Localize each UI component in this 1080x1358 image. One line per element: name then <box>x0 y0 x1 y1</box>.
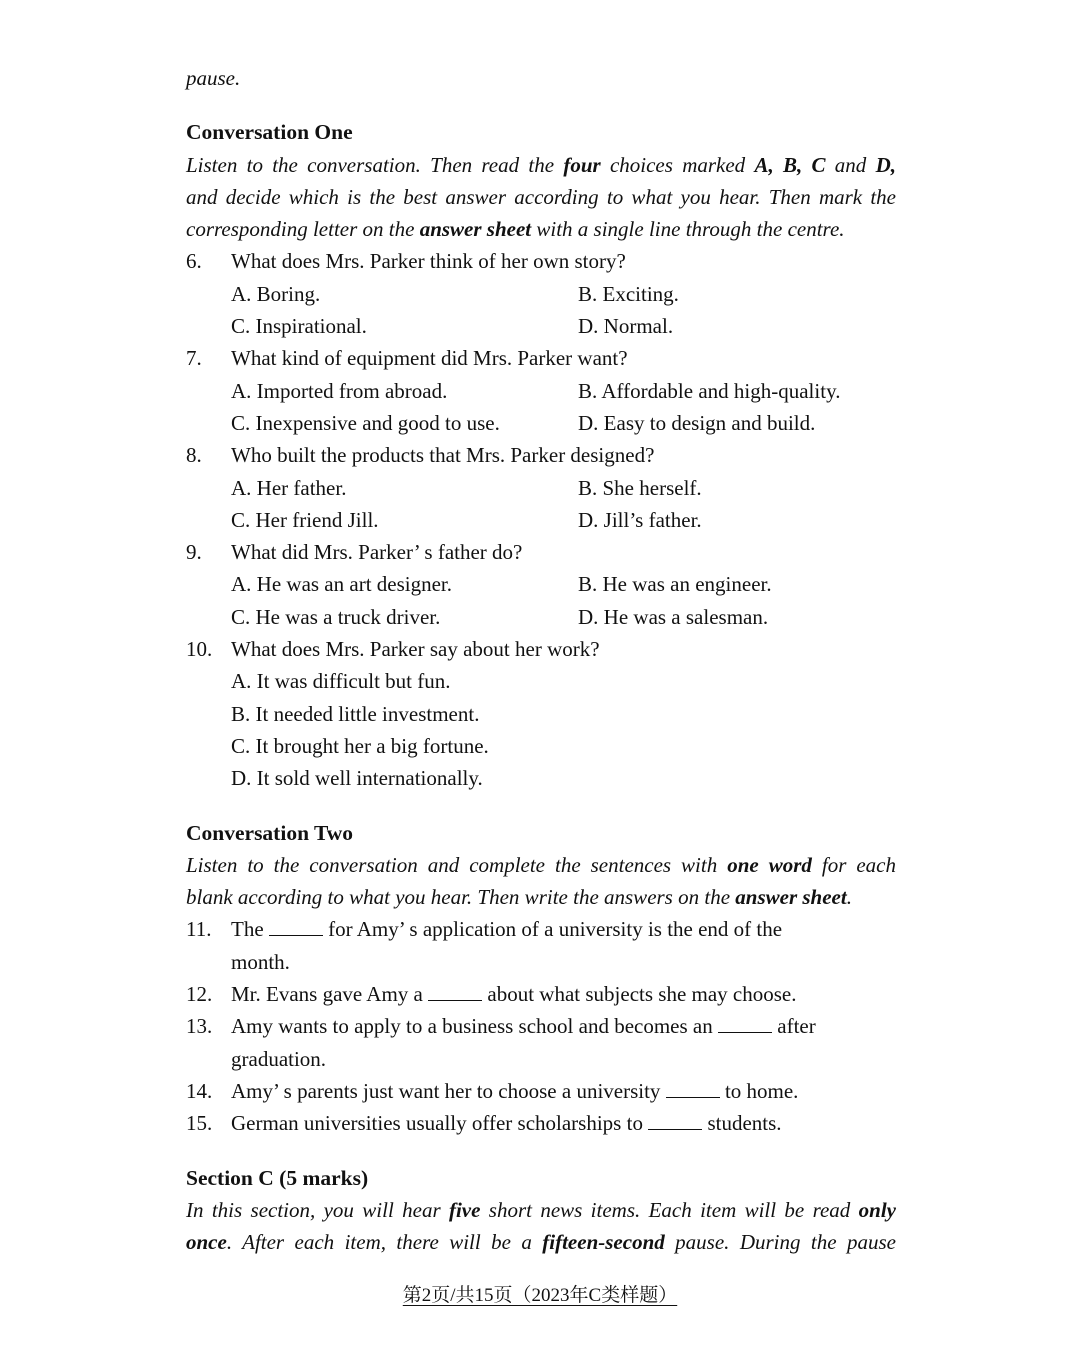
option-d: D. Normal. <box>578 314 674 339</box>
conversation-two-heading: Conversation Two <box>186 820 354 845</box>
question-6 <box>186 245 896 277</box>
question-text: German universities usually offer scholarships to students. <box>231 1111 782 1136</box>
conversation-one-heading: Conversation One <box>186 120 353 145</box>
question-13-continued: graduation. <box>231 1046 327 1071</box>
question-number: 13. <box>186 1014 213 1039</box>
option-b: B. He was an engineer. <box>578 572 772 597</box>
question-number: 12. <box>186 982 213 1007</box>
option-d: D. Jill’s father. <box>578 507 702 532</box>
question-text: Who built the products that Mrs. Parker designed? <box>231 443 655 468</box>
conv2-instruction-line-2: blank according to what you hear. Then write the answers on the answer sheet. <box>186 885 852 910</box>
answer-blank[interactable] <box>648 1109 702 1130</box>
question-11 <box>186 913 896 945</box>
option-d: D. Easy to design and build. <box>578 410 816 435</box>
option-d: D. He was a salesman. <box>578 604 769 629</box>
question-text: Amy wants to apply to a business school and becomes an after <box>231 1014 816 1039</box>
option-a: A. He was an art designer. <box>231 572 453 597</box>
option-row <box>186 665 896 697</box>
option-d: D. It sold well internationally. <box>231 766 483 791</box>
exam-page <box>186 62 896 1258</box>
question-number: 11. <box>186 917 212 942</box>
option-c: C. Her friend Jill. <box>231 507 379 532</box>
question-14 <box>186 1075 896 1107</box>
option-a: A. Boring. <box>231 281 321 306</box>
conv1-instruction-line-3: corresponding letter on the answer sheet with a single line through the centre. <box>186 217 845 242</box>
option-row <box>186 375 896 407</box>
section-c-instruction-line-2: once. After each item, there will be a fifteen-second pause. During the pause <box>186 1230 896 1255</box>
option-row <box>186 278 896 310</box>
conv1-instruction-line-1: Listen to the conversation. Then read the four choices marked A, B, C and D, <box>186 152 896 177</box>
section-c-heading: Section C (5 marks) <box>186 1165 369 1190</box>
option-row <box>186 698 896 730</box>
answer-blank[interactable] <box>428 980 482 1001</box>
question-number: 14. <box>186 1078 213 1103</box>
option-row <box>186 504 896 536</box>
conv1-instruction-line-2: and decide which is the best answer according to what you hear. Then mark the <box>186 184 896 209</box>
option-b: B. Exciting. <box>578 281 679 306</box>
answer-blank[interactable] <box>269 915 323 936</box>
option-row <box>186 407 896 439</box>
question-9 <box>186 536 896 568</box>
option-c: C. Inspirational. <box>231 314 367 339</box>
question-number: 10. <box>186 637 213 662</box>
option-b: B. She herself. <box>578 475 702 500</box>
question-text: Amy’ s parents just want her to choose a university to home. <box>231 1078 799 1103</box>
option-row <box>186 730 896 762</box>
question-10 <box>186 633 896 665</box>
option-row <box>186 762 896 794</box>
option-c: C. It brought her a big fortune. <box>231 733 489 758</box>
question-text: Mr. Evans gave Amy a about what subjects she may choose. <box>231 982 797 1007</box>
option-b: B. Affordable and high-quality. <box>578 378 841 403</box>
question-7 <box>186 342 896 374</box>
option-row <box>186 601 896 633</box>
question-text: What does Mrs. Parker say about her work? <box>231 637 600 662</box>
question-11-continued: month. <box>231 949 290 974</box>
question-number: 9. <box>186 540 202 565</box>
page-number-label: 第2页/共15页（2023年C类样题） <box>402 1285 678 1306</box>
option-a: A. Imported from abroad. <box>231 378 448 403</box>
question-text: What did Mrs. Parker’ s father do? <box>231 540 523 565</box>
question-8 <box>186 439 896 471</box>
option-a: A. It was difficult but fun. <box>231 669 451 694</box>
question-text: The for Amy’ s application of a university is the end of the <box>231 917 783 942</box>
option-row <box>186 472 896 504</box>
question-13 <box>186 1010 896 1042</box>
conv2-instruction-line-1: Listen to the conversation and complete the sentences with one word for each <box>186 852 896 877</box>
option-b: B. It needed little investment. <box>231 701 480 726</box>
pause-text: pause. <box>186 66 241 90</box>
option-c: C. Inexpensive and good to use. <box>231 410 500 435</box>
question-12 <box>186 978 896 1010</box>
option-a: A. Her father. <box>231 475 347 500</box>
answer-blank[interactable] <box>666 1077 720 1098</box>
question-15 <box>186 1107 896 1139</box>
question-number: 8. <box>186 443 202 468</box>
page-footer <box>0 1280 1080 1307</box>
option-row <box>186 310 896 342</box>
option-c: C. He was a truck driver. <box>231 604 441 629</box>
section-c-instruction-line-1: In this section, you will hear five short news items. Each item will be read only <box>186 1197 896 1222</box>
option-row <box>186 568 896 600</box>
question-number: 7. <box>186 346 202 371</box>
answer-blank[interactable] <box>718 1012 772 1033</box>
question-text: What does Mrs. Parker think of her own story? <box>231 249 626 274</box>
question-number: 15. <box>186 1111 213 1136</box>
question-text: What kind of equipment did Mrs. Parker want? <box>231 346 628 371</box>
question-number: 6. <box>186 249 202 274</box>
